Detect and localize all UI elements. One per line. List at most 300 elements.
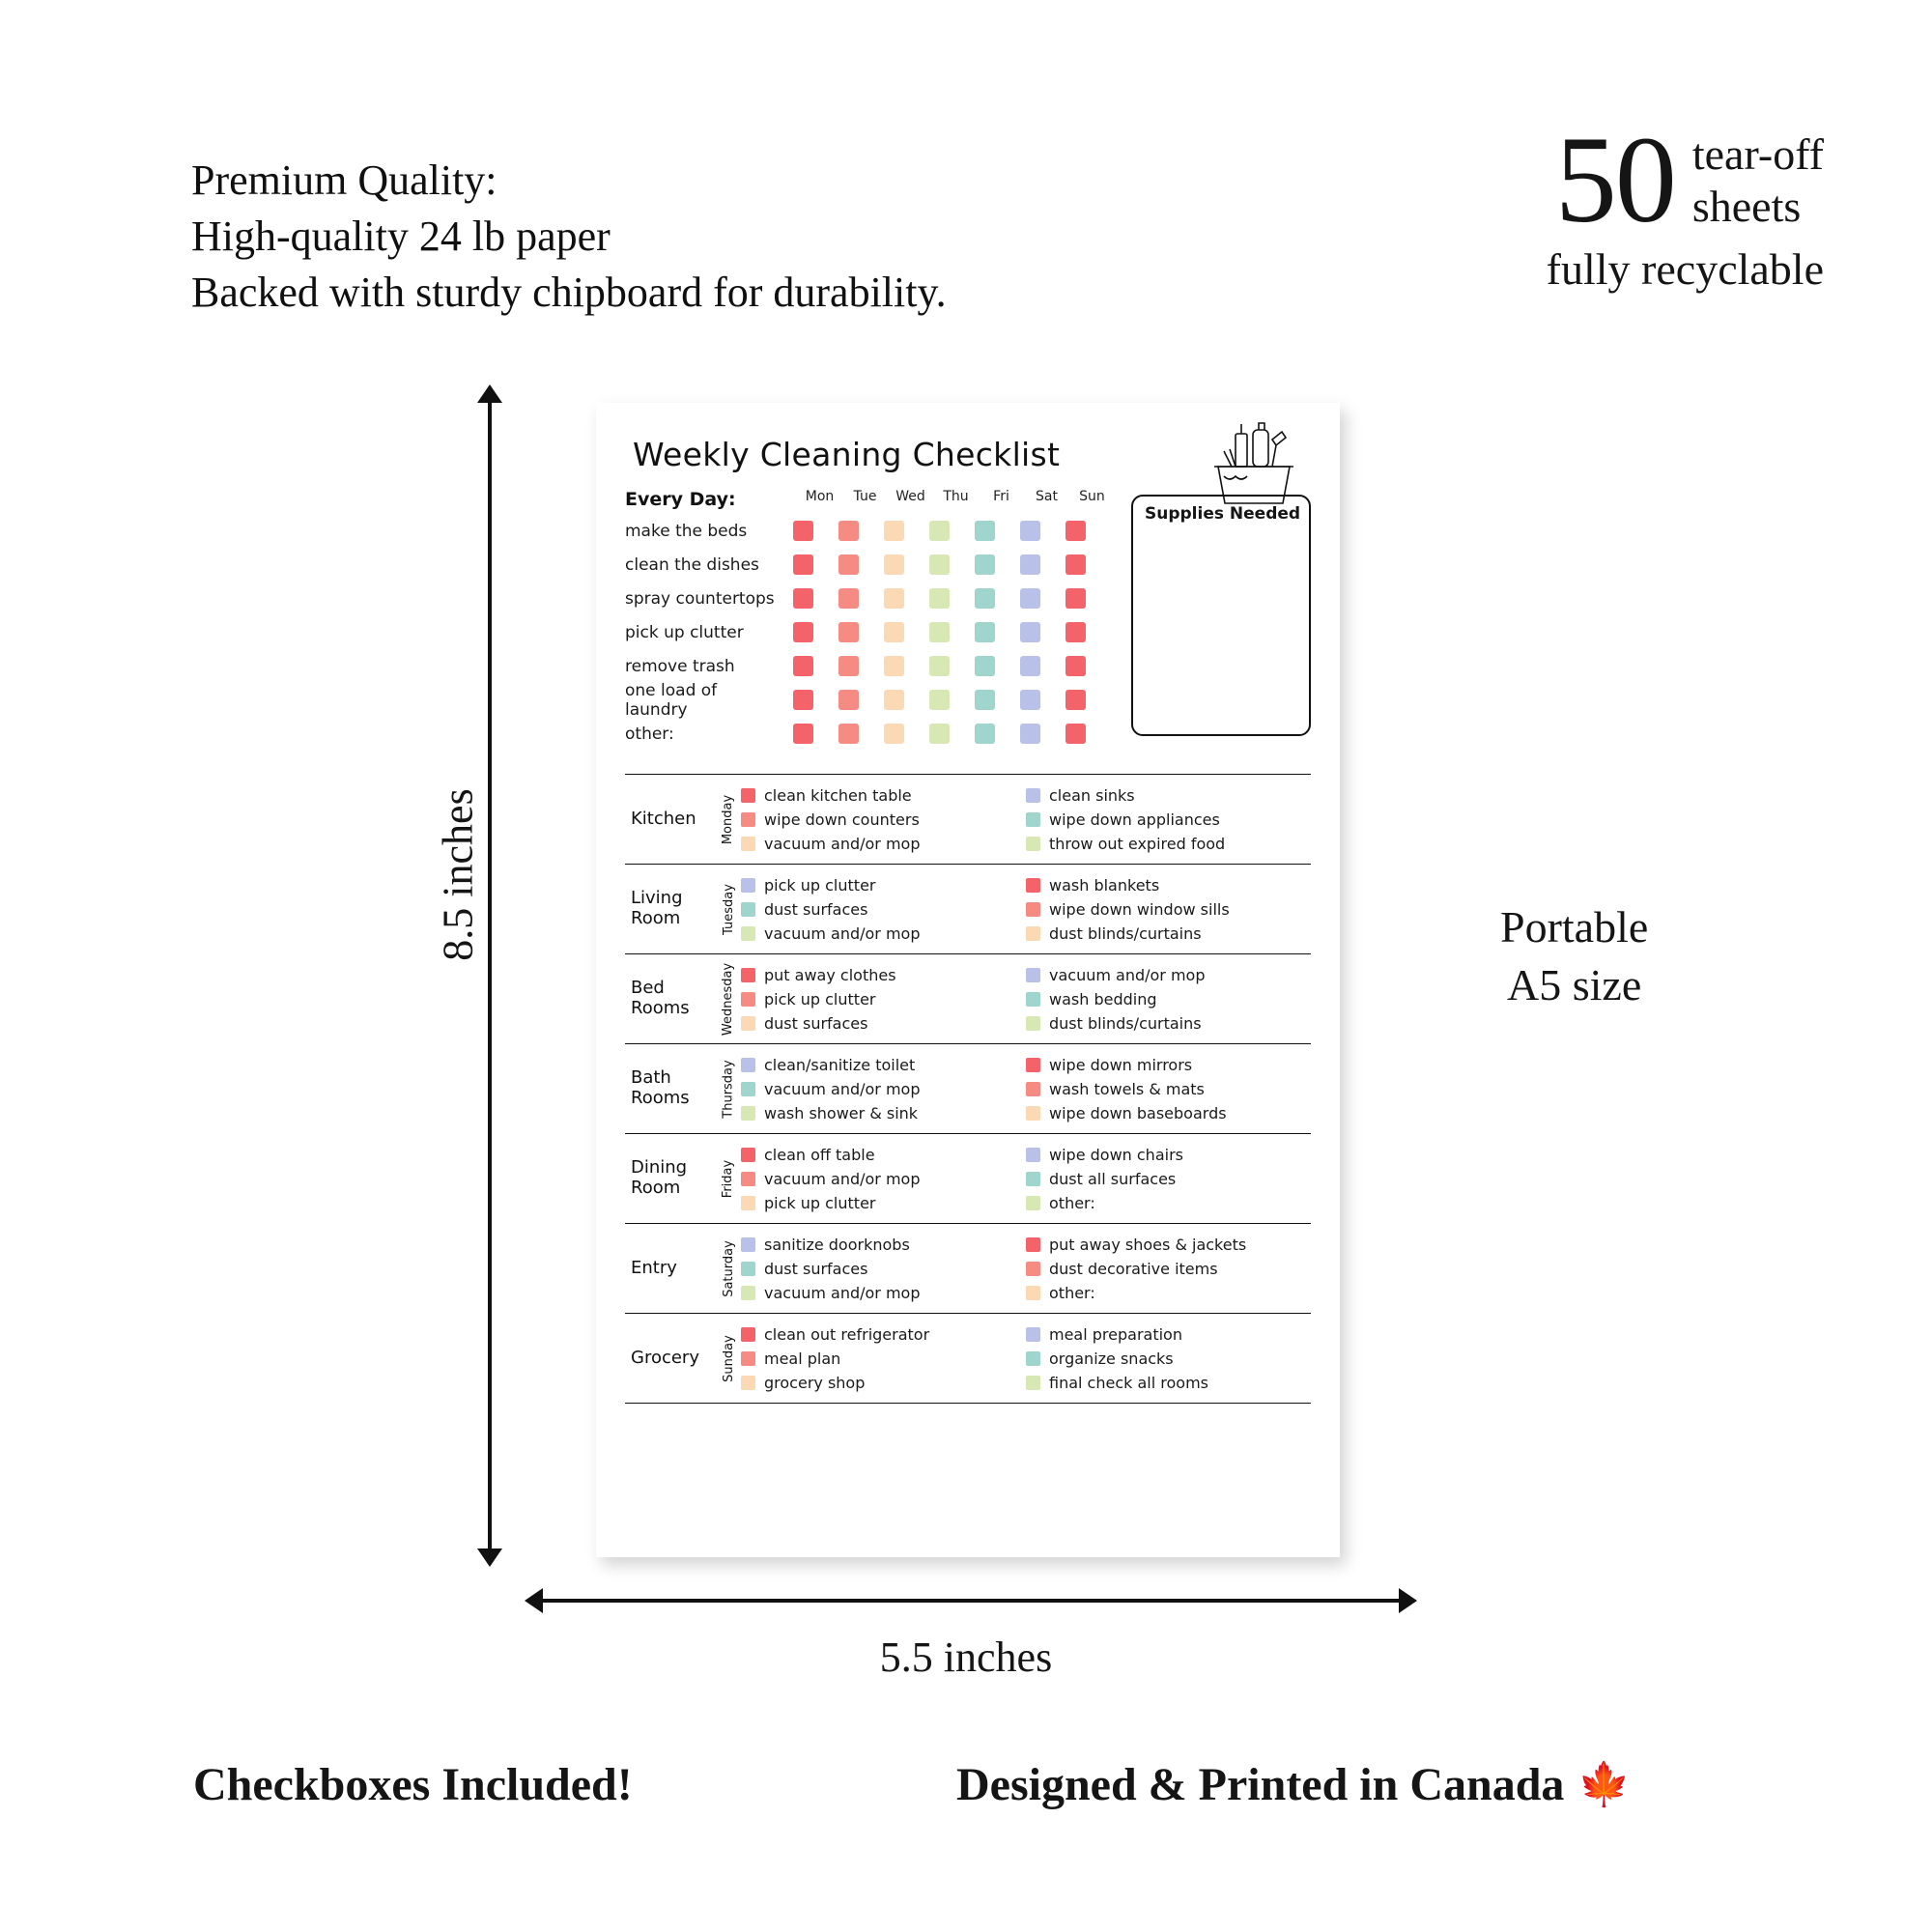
checkbox-icon[interactable]: [741, 926, 755, 941]
task-item[interactable]: [1026, 1144, 1311, 1165]
checkbox-icon[interactable]: [741, 1082, 755, 1096]
task-label: dust decorative items: [1049, 1259, 1218, 1278]
checkbox-icon[interactable]: [741, 1351, 755, 1366]
task-label: dust blinds/curtains: [1049, 923, 1202, 943]
checkbox-icon[interactable]: [884, 521, 904, 541]
checkbox-icon[interactable]: [793, 554, 813, 575]
origin-note-wrap: [956, 1758, 1631, 1811]
everyday-task-label: pick up clutter: [625, 622, 744, 642]
checkbox-icon[interactable]: [1026, 1327, 1040, 1342]
day-header-fri: Fri: [993, 489, 1009, 504]
checkbox-icon[interactable]: [741, 968, 755, 982]
task-item[interactable]: [741, 1012, 1026, 1034]
everyday-section: [625, 489, 1311, 751]
task-label: wash shower & sink: [764, 1103, 919, 1122]
task-label: sanitize doorknobs: [764, 1235, 910, 1254]
checkbox-icon[interactable]: [1020, 724, 1040, 744]
everyday-checkbox-cell[interactable]: [962, 554, 1008, 575]
everyday-checkbox-cell[interactable]: [962, 588, 1008, 609]
everyday-row: [625, 514, 1098, 548]
everyday-task-label: remove trash: [625, 656, 735, 676]
checkbox-icon[interactable]: [1026, 968, 1040, 982]
task-label: throw out expired food: [1049, 834, 1226, 853]
task-item[interactable]: [741, 1078, 1026, 1099]
task-column: [1026, 1053, 1311, 1124]
everyday-checkbox-cell[interactable]: [917, 724, 962, 744]
task-item[interactable]: [1026, 1168, 1311, 1189]
checkbox-icon[interactable]: [741, 788, 755, 803]
everyday-task-label: make the beds: [625, 521, 748, 541]
room-day-label: Saturday: [721, 1239, 736, 1297]
portable-note: Portable A5 size: [1500, 902, 1649, 1009]
everyday-task-label: clean the dishes: [625, 554, 759, 575]
checkbox-icon[interactable]: [741, 837, 755, 851]
room-day-label: Friday: [721, 1159, 736, 1198]
everyday-checkbox-cell[interactable]: [826, 554, 871, 575]
task-item[interactable]: [1026, 898, 1311, 920]
everyday-rows: [625, 514, 1098, 751]
task-label: clean kitchen table: [764, 785, 912, 805]
room-day-label: Thursday: [721, 1059, 736, 1119]
task-item[interactable]: [741, 1192, 1026, 1213]
checkbox-icon[interactable]: [1026, 878, 1040, 893]
checkbox-icon[interactable]: [838, 690, 859, 710]
everyday-checkbox-cell[interactable]: [826, 588, 871, 609]
checkbox-icon[interactable]: [1026, 1016, 1040, 1031]
origin-note: Designed & Printed in Canada: [956, 1759, 1565, 1810]
task-label: pick up clutter: [764, 989, 876, 1009]
checkbox-icon[interactable]: [975, 521, 995, 541]
task-label: dust all surfaces: [1049, 1169, 1177, 1188]
task-item[interactable]: [1026, 1192, 1311, 1213]
checkbox-icon[interactable]: [1026, 1237, 1040, 1252]
everyday-row: [625, 615, 1098, 649]
checkbox-icon[interactable]: [793, 656, 813, 676]
checkbox-icon[interactable]: [838, 554, 859, 575]
checkbox-icon[interactable]: [741, 1286, 755, 1300]
everyday-checkbox-cell[interactable]: [826, 622, 871, 642]
task-item[interactable]: [1026, 1234, 1311, 1255]
task-label: dust surfaces: [764, 1013, 868, 1033]
checkbox-icon[interactable]: [1026, 1148, 1040, 1162]
checkbox-icon[interactable]: [1026, 837, 1040, 851]
everyday-checkbox-cell[interactable]: [826, 724, 871, 744]
task-column: [741, 1143, 1026, 1214]
task-item[interactable]: [741, 809, 1026, 830]
checkbox-icon[interactable]: [741, 812, 755, 827]
checkbox-icon[interactable]: [1026, 812, 1040, 827]
room-row: [625, 954, 1311, 1044]
everyday-checkbox-cell[interactable]: [917, 521, 962, 541]
everyday-row: [625, 680, 1098, 720]
everyday-checkbox-cell[interactable]: [1008, 521, 1053, 541]
checkbox-icon[interactable]: [838, 588, 859, 609]
task-item[interactable]: [741, 1348, 1026, 1369]
checkbox-icon[interactable]: [1065, 724, 1086, 744]
checkbox-icon[interactable]: [1065, 554, 1086, 575]
room-row: [625, 1224, 1311, 1314]
checkbox-icon[interactable]: [1020, 656, 1040, 676]
task-column: [741, 1233, 1026, 1304]
everyday-checkbox-cell[interactable]: [826, 656, 871, 676]
everyday-checkbox-cell[interactable]: [871, 588, 917, 609]
task-label: wash blankets: [1049, 875, 1160, 895]
task-label: grocery shop: [764, 1373, 866, 1392]
everyday-checkbox-cell[interactable]: [871, 656, 917, 676]
task-label: wipe down counters: [764, 810, 920, 829]
checkbox-icon[interactable]: [838, 521, 859, 541]
task-label: meal preparation: [1049, 1324, 1182, 1344]
task-item[interactable]: [741, 1168, 1026, 1189]
task-item[interactable]: [741, 1258, 1026, 1279]
room-name: Bed Rooms: [631, 978, 690, 1018]
checkbox-icon[interactable]: [1020, 554, 1040, 575]
checkbox-icon[interactable]: [975, 724, 995, 744]
recyclable-note: fully recyclable: [1546, 243, 1824, 294]
task-item[interactable]: [1026, 833, 1311, 854]
day-header-tue: Tue: [853, 489, 877, 504]
task-column: [741, 1053, 1026, 1124]
room-name: Dining Room: [631, 1157, 688, 1198]
task-item[interactable]: [1026, 1258, 1311, 1279]
everyday-checkbox-cell[interactable]: [781, 521, 826, 541]
checkbox-icon[interactable]: [1026, 1196, 1040, 1210]
task-column: [1026, 873, 1311, 945]
day-header-thu: Thu: [943, 489, 969, 504]
checkbox-icon[interactable]: [838, 656, 859, 676]
room-day-label: Monday: [721, 794, 736, 844]
day-header-mon: Mon: [805, 489, 835, 504]
room-name: Bath Rooms: [631, 1067, 690, 1108]
task-column: [741, 783, 1026, 855]
task-item[interactable]: [741, 1054, 1026, 1075]
task-label: wash bedding: [1049, 989, 1157, 1009]
maple-leaf-icon: 🍁: [1577, 1760, 1632, 1808]
everyday-checkbox-cell[interactable]: [781, 588, 826, 609]
checkbox-icon[interactable]: [741, 1196, 755, 1210]
checkbox-icon[interactable]: [1065, 656, 1086, 676]
day-header-wed: Wed: [895, 489, 925, 504]
checkbox-icon[interactable]: [884, 656, 904, 676]
everyday-checkbox-cell[interactable]: [1053, 521, 1098, 541]
checkbox-icon[interactable]: [975, 622, 995, 642]
checkbox-icon[interactable]: [1026, 1058, 1040, 1072]
task-item[interactable]: [741, 988, 1026, 1009]
sheet-count-number: 50: [1554, 111, 1675, 248]
everyday-checkbox-cell[interactable]: [781, 656, 826, 676]
premium-quality-text: [191, 153, 947, 321]
width-dimension-label: 5.5 inches: [879, 1634, 1053, 1681]
room-name: Grocery: [631, 1347, 699, 1368]
task-item[interactable]: [1026, 784, 1311, 806]
checkboxes-note: Checkboxes Included!: [193, 1759, 633, 1810]
task-label: clean/sanitize toilet: [764, 1055, 916, 1074]
checkbox-icon[interactable]: [741, 878, 755, 893]
day-header-sat: Sat: [1036, 489, 1058, 504]
everyday-checkbox-cell[interactable]: [917, 554, 962, 575]
sheet-count-words: tear-off sheets: [1691, 128, 1824, 231]
checkbox-icon[interactable]: [793, 622, 813, 642]
everyday-checkbox-cell[interactable]: [917, 588, 962, 609]
task-item[interactable]: [741, 1234, 1026, 1255]
checkbox-icon[interactable]: [884, 588, 904, 609]
task-column: [741, 873, 1026, 945]
everyday-checkbox-cell[interactable]: [781, 622, 826, 642]
everyday-checkbox-cell[interactable]: [917, 656, 962, 676]
room-row: [625, 865, 1311, 954]
task-item[interactable]: [1026, 923, 1311, 944]
task-label: wipe down window sills: [1049, 899, 1230, 919]
checkbox-icon[interactable]: [929, 690, 950, 710]
premium-line-1: Premium Quality:: [191, 156, 497, 204]
task-label: other:: [1049, 1193, 1095, 1212]
task-label: other:: [1049, 1283, 1095, 1302]
task-label: vacuum and/or mop: [1049, 965, 1206, 984]
task-item[interactable]: [1026, 964, 1311, 985]
everyday-checkbox-cell[interactable]: [962, 521, 1008, 541]
room-row: [625, 1314, 1311, 1404]
everyday-checkbox-cell[interactable]: [917, 622, 962, 642]
everyday-checkbox-cell[interactable]: [826, 690, 871, 710]
checkbox-icon[interactable]: [975, 690, 995, 710]
premium-line-3: Backed with sturdy chipboard for durability.: [191, 269, 947, 317]
width-dimension-arrow: [541, 1599, 1401, 1603]
task-label: wipe down baseboards: [1049, 1103, 1227, 1122]
everyday-checkbox-cell[interactable]: [1053, 554, 1098, 575]
task-label: final check all rooms: [1049, 1373, 1208, 1392]
task-item[interactable]: [1026, 1372, 1311, 1393]
room-day-label: Tuesday: [721, 883, 736, 935]
supplies-needed-title: Supplies Needed: [1145, 504, 1301, 524]
task-label: put away shoes & jackets: [1049, 1235, 1247, 1254]
task-label: put away clothes: [764, 965, 896, 984]
task-item[interactable]: [741, 1372, 1026, 1393]
checkbox-icon[interactable]: [929, 622, 950, 642]
task-item[interactable]: [1026, 1282, 1311, 1303]
task-column: [741, 963, 1026, 1035]
everyday-checkbox-cell[interactable]: [871, 622, 917, 642]
task-label: vacuum and/or mop: [764, 1283, 921, 1302]
checkbox-icon[interactable]: [1026, 926, 1040, 941]
everyday-task-label: spray countertops: [625, 588, 775, 609]
room-row: [625, 775, 1311, 865]
checkbox-icon[interactable]: [741, 1376, 755, 1390]
checkbox-icon[interactable]: [929, 656, 950, 676]
room-row: [625, 1134, 1311, 1224]
everyday-checkbox-cell[interactable]: [917, 690, 962, 710]
day-header-sun: Sun: [1079, 489, 1105, 504]
task-item[interactable]: [1026, 988, 1311, 1009]
everyday-title: Every Day:: [625, 489, 736, 510]
task-column: [1026, 783, 1311, 855]
sheet-count-block: [1546, 111, 1824, 295]
checkbox-icon[interactable]: [741, 1262, 755, 1276]
room-task-list: [625, 774, 1311, 1404]
task-item[interactable]: [1026, 1054, 1311, 1075]
checkbox-icon[interactable]: [884, 554, 904, 575]
task-column: [1026, 1233, 1311, 1304]
everyday-checkbox-cell[interactable]: [781, 724, 826, 744]
checkbox-icon[interactable]: [1026, 1172, 1040, 1186]
checkbox-icon[interactable]: [793, 521, 813, 541]
everyday-checkbox-cell[interactable]: [826, 521, 871, 541]
everyday-checkbox-cell[interactable]: [781, 554, 826, 575]
premium-line-2: High-quality 24 lb paper: [191, 213, 611, 261]
checkbox-icon[interactable]: [929, 724, 950, 744]
height-dimension-arrow: [488, 401, 492, 1550]
task-item[interactable]: [1026, 1102, 1311, 1123]
checkbox-icon[interactable]: [741, 1237, 755, 1252]
everyday-checkbox-cell[interactable]: [1008, 724, 1053, 744]
everyday-checkbox-cell[interactable]: [962, 690, 1008, 710]
checkbox-icon[interactable]: [1026, 1106, 1040, 1121]
checkbox-icon[interactable]: [1065, 690, 1086, 710]
checkbox-icon[interactable]: [793, 588, 813, 609]
everyday-checkbox-cell[interactable]: [962, 656, 1008, 676]
task-item[interactable]: [1026, 809, 1311, 830]
task-item[interactable]: [741, 833, 1026, 854]
checkbox-icon[interactable]: [741, 1016, 755, 1031]
checkbox-icon[interactable]: [741, 1058, 755, 1072]
checkbox-icon[interactable]: [929, 554, 950, 575]
checkbox-icon[interactable]: [793, 690, 813, 710]
checkbox-icon[interactable]: [1065, 622, 1086, 642]
task-item[interactable]: [1026, 1012, 1311, 1034]
everyday-checkbox-cell[interactable]: [1008, 554, 1053, 575]
checkbox-icon[interactable]: [1026, 1286, 1040, 1300]
everyday-checkbox-cell[interactable]: [871, 554, 917, 575]
task-column: [1026, 1322, 1311, 1394]
checkbox-icon[interactable]: [884, 724, 904, 744]
everyday-checkbox-cell[interactable]: [871, 690, 917, 710]
checkbox-icon[interactable]: [975, 588, 995, 609]
checkbox-icon[interactable]: [741, 992, 755, 1007]
everyday-row: [625, 649, 1098, 683]
checkbox-icon[interactable]: [884, 622, 904, 642]
task-label: vacuum and/or mop: [764, 1169, 921, 1188]
room-name: Living Room: [631, 888, 683, 928]
task-item[interactable]: [1026, 1348, 1311, 1369]
task-label: vacuum and/or mop: [764, 1079, 921, 1098]
task-label: dust blinds/curtains: [1049, 1013, 1202, 1033]
everyday-checkbox-cell[interactable]: [1008, 656, 1053, 676]
task-item[interactable]: [741, 898, 1026, 920]
checkbox-icon[interactable]: [1020, 521, 1040, 541]
room-name: Entry: [631, 1257, 677, 1278]
task-label: vacuum and/or mop: [764, 834, 921, 853]
task-column: [741, 1322, 1026, 1394]
task-item[interactable]: [1026, 1323, 1311, 1345]
checkbox-icon[interactable]: [929, 588, 950, 609]
task-item[interactable]: [741, 784, 1026, 806]
room-day-label: Sunday: [721, 1334, 736, 1382]
task-label: pick up clutter: [764, 1193, 876, 1212]
task-item[interactable]: [741, 923, 1026, 944]
checkbox-icon[interactable]: [1026, 902, 1040, 917]
checkbox-icon[interactable]: [1026, 1376, 1040, 1390]
room-name: Kitchen: [631, 808, 696, 829]
everyday-checkbox-cell[interactable]: [871, 724, 917, 744]
everyday-row: [625, 548, 1098, 582]
everyday-checkbox-cell[interactable]: [1008, 690, 1053, 710]
task-label: clean out refrigerator: [764, 1324, 930, 1344]
everyday-row: [625, 582, 1098, 615]
task-column: [1026, 1143, 1311, 1214]
task-label: organize snacks: [1049, 1349, 1174, 1368]
task-label: wipe down chairs: [1049, 1145, 1183, 1164]
task-label: wash towels & mats: [1049, 1079, 1205, 1098]
room-row: [625, 1044, 1311, 1134]
everyday-checkbox-cell[interactable]: [1053, 588, 1098, 609]
task-label: vacuum and/or mop: [764, 923, 921, 943]
everyday-checkbox-cell[interactable]: [1053, 656, 1098, 676]
day-headers: [797, 489, 1115, 504]
checkbox-icon[interactable]: [741, 1106, 755, 1121]
everyday-checkbox-cell[interactable]: [1008, 622, 1053, 642]
page-title: Weekly Cleaning Checklist: [633, 436, 1061, 473]
task-item[interactable]: [741, 1102, 1026, 1123]
task-item[interactable]: [741, 1323, 1026, 1345]
checkbox-icon[interactable]: [1020, 588, 1040, 609]
checkbox-icon[interactable]: [793, 724, 813, 744]
task-label: dust surfaces: [764, 899, 868, 919]
checkbox-icon[interactable]: [1020, 690, 1040, 710]
checkbox-icon[interactable]: [929, 521, 950, 541]
checkbox-icon[interactable]: [884, 690, 904, 710]
task-item[interactable]: [1026, 874, 1311, 895]
everyday-checkbox-cell[interactable]: [781, 690, 826, 710]
checkbox-icon[interactable]: [1026, 788, 1040, 803]
checkbox-icon[interactable]: [1065, 521, 1086, 541]
checkbox-icon[interactable]: [1026, 992, 1040, 1007]
checkbox-icon[interactable]: [741, 902, 755, 917]
checkbox-icon[interactable]: [1065, 588, 1086, 609]
task-item[interactable]: [741, 964, 1026, 985]
task-item[interactable]: [741, 874, 1026, 895]
checkbox-icon[interactable]: [741, 1172, 755, 1186]
room-day-label: Wednesday: [721, 962, 736, 1036]
checkbox-icon[interactable]: [975, 554, 995, 575]
everyday-checkbox-cell[interactable]: [1008, 588, 1053, 609]
task-item[interactable]: [1026, 1078, 1311, 1099]
task-column: [1026, 963, 1311, 1035]
checkbox-icon[interactable]: [1026, 1351, 1040, 1366]
checkbox-icon[interactable]: [1020, 622, 1040, 642]
everyday-task-label: one load of laundry: [625, 680, 718, 720]
checkbox-icon[interactable]: [741, 1148, 755, 1162]
everyday-checkbox-cell[interactable]: [962, 724, 1008, 744]
everyday-checkbox-cell[interactable]: [1053, 724, 1098, 744]
everyday-checkbox-cell[interactable]: [1053, 690, 1098, 710]
supplies-needed-box[interactable]: [1131, 495, 1311, 736]
everyday-task-label: other:: [625, 724, 674, 744]
task-item[interactable]: [741, 1282, 1026, 1303]
checkbox-icon[interactable]: [741, 1327, 755, 1342]
everyday-checkbox-cell[interactable]: [871, 521, 917, 541]
checkbox-icon[interactable]: [838, 724, 859, 744]
checkbox-icon[interactable]: [1026, 1082, 1040, 1096]
task-label: clean sinks: [1049, 785, 1135, 805]
everyday-checkbox-cell[interactable]: [962, 622, 1008, 642]
task-item[interactable]: [741, 1144, 1026, 1165]
checkbox-icon[interactable]: [838, 622, 859, 642]
checkbox-icon[interactable]: [975, 656, 995, 676]
task-label: dust surfaces: [764, 1259, 868, 1278]
checkbox-icon[interactable]: [1026, 1262, 1040, 1276]
everyday-checkbox-cell[interactable]: [1053, 622, 1098, 642]
checklist-sheet: [596, 403, 1340, 1557]
task-label: meal plan: [764, 1349, 841, 1368]
